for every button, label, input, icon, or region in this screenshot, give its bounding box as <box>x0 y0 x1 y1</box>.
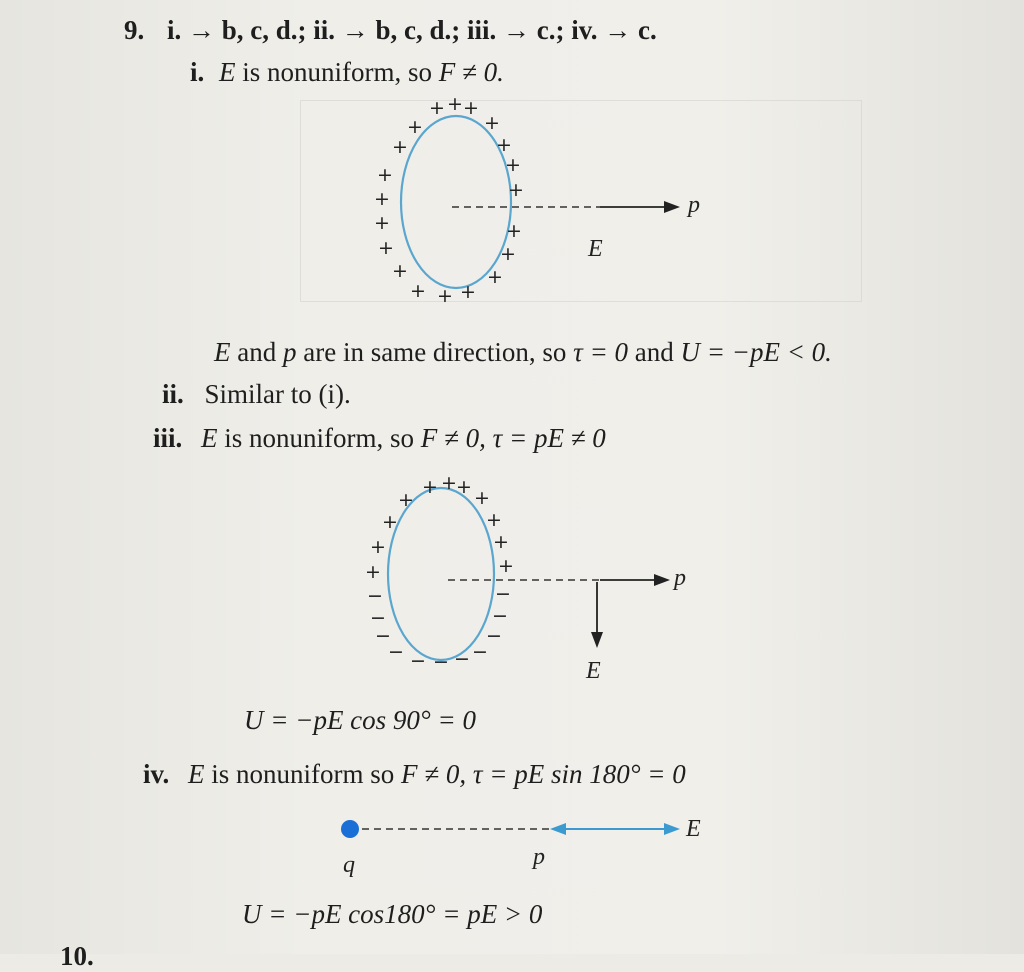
svg-text:+: + <box>422 476 438 498</box>
svg-text:+: + <box>456 476 472 498</box>
part-iv-var: E <box>188 759 205 789</box>
svg-text:−: − <box>410 650 426 672</box>
svg-text:+: + <box>407 116 423 138</box>
svg-text:+: + <box>377 164 393 186</box>
part-ii-text: Similar to (i). <box>204 379 351 409</box>
svg-text:+: + <box>498 555 514 577</box>
answer-key-line <box>124 14 657 46</box>
svg-text:+: + <box>487 266 503 288</box>
svg-text:+: + <box>447 93 463 115</box>
svg-text:+: + <box>410 280 426 302</box>
svg-text:+: + <box>496 134 512 156</box>
svg-text:−: − <box>388 641 404 663</box>
svg-text:+: + <box>474 487 490 509</box>
svg-text:−: − <box>454 648 470 670</box>
figure-iv-q-label: q <box>343 852 355 878</box>
svg-text:+: + <box>486 509 502 531</box>
svg-text:−: − <box>375 625 391 647</box>
svg-text:−: − <box>370 607 386 629</box>
conclusion-U: U = −pE < 0. <box>680 337 832 367</box>
part-iii-statement <box>153 422 606 454</box>
part-iii-text: is nonuniform, so <box>217 423 421 453</box>
figure-iv-E-label: E <box>686 816 701 842</box>
svg-text:+: + <box>463 97 479 119</box>
svg-text:+: + <box>392 260 408 282</box>
part-i-equation: F ≠ 0. <box>438 57 504 87</box>
figure-i-E-label: E <box>588 236 603 262</box>
part-iv-result: U = −pE cos180° = pE > 0 <box>242 899 543 929</box>
svg-text:+: + <box>493 531 509 553</box>
svg-text:+: + <box>374 212 390 234</box>
part-ii-label: ii. <box>162 379 184 409</box>
next-question-number: 10. <box>60 941 94 971</box>
figure-iii-p-label: p <box>674 565 686 591</box>
svg-text:+: + <box>437 285 453 307</box>
part-i-conclusion <box>214 336 832 368</box>
conclusion-mid: are in same direction, so <box>296 337 574 367</box>
bleed-through-box <box>300 100 862 302</box>
part-i-statement <box>190 56 504 88</box>
part-i-text: is nonuniform, so <box>235 57 439 87</box>
conclusion-E: E <box>214 337 231 367</box>
svg-text:+: + <box>382 511 398 533</box>
svg-text:+: + <box>441 472 457 494</box>
svg-text:+: + <box>484 112 500 134</box>
svg-text:+: + <box>374 188 390 210</box>
svg-text:−: − <box>472 641 488 663</box>
svg-text:−: − <box>433 651 449 673</box>
svg-text:+: + <box>500 243 516 265</box>
svg-text:−: − <box>492 605 508 627</box>
svg-text:+: + <box>398 489 414 511</box>
svg-text:−: − <box>367 585 383 607</box>
part-iv-text: is nonuniform so <box>204 759 402 789</box>
part-iii-var: E <box>201 423 218 453</box>
svg-text:+: + <box>506 220 522 242</box>
part-iii-label: iii. <box>153 423 183 453</box>
part-iv-statement <box>143 758 686 790</box>
bleed-through-text <box>560 520 960 550</box>
part-iv-label: iv. <box>143 759 170 789</box>
svg-text:+: + <box>508 179 524 201</box>
svg-text:+: + <box>429 97 445 119</box>
part-ii-line <box>162 378 351 410</box>
svg-text:+: + <box>505 154 521 176</box>
figure-iii-E-label: E <box>586 658 601 684</box>
svg-text:+: + <box>378 237 394 259</box>
figure-iv-p-label: p <box>533 844 545 870</box>
svg-text:−: − <box>495 583 511 605</box>
part-iv-equation: F ≠ 0, τ = pE sin 180° = 0 <box>401 759 686 789</box>
question-number: 9. <box>124 15 145 45</box>
conclusion-p: p <box>282 337 297 367</box>
svg-text:+: + <box>392 136 408 158</box>
conclusion-and2: and <box>628 337 681 367</box>
part-i-var: E <box>219 57 236 87</box>
svg-text:−: − <box>486 625 502 647</box>
figure-i-p-label: p <box>688 192 700 218</box>
part-i-label: i. <box>190 57 205 87</box>
part-iii-result: U = −pE cos 90° = 0 <box>244 705 476 735</box>
conclusion-and: and <box>230 337 283 367</box>
conclusion-tau: τ = 0 <box>573 337 629 367</box>
svg-text:+: + <box>460 281 476 303</box>
svg-text:+: + <box>370 536 386 558</box>
part-iii-equation: F ≠ 0, τ = pE ≠ 0 <box>420 423 606 453</box>
svg-text:+: + <box>365 561 381 583</box>
answer-key: i. → b, c, d.; ii. → b, c, d.; iii. → c.; iv. → c. <box>167 15 657 45</box>
